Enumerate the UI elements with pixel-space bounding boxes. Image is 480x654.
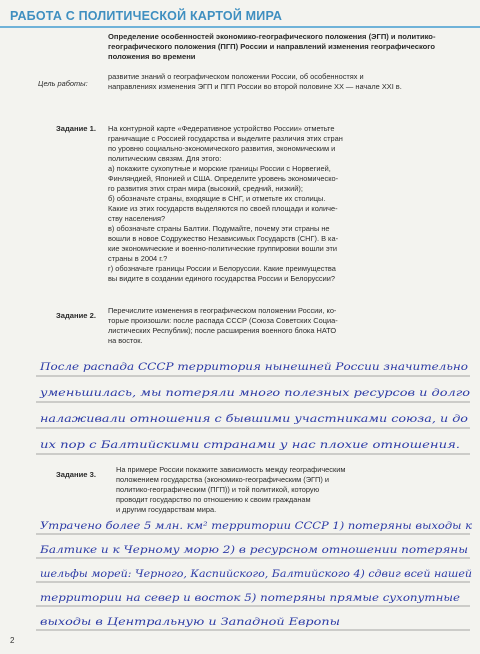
purpose-text: развитие знаний о географическом положении России, об особенностях и направлениях изменения ЭГП и ПГП России во второй половине XX — начале XXI в. — [108, 72, 402, 91]
task3-line: положением государства (экономико-географическим (ЭГП) и — [116, 475, 329, 484]
task3-line: политико-географическим (ПГП)) и той политикой, которую — [116, 485, 320, 494]
task2-line: Перечислите изменения в географическом положении России, ко- — [108, 306, 337, 315]
task3-answer-line: Утрачено более 5 млн. км² территории СССР 1) потеряны выходы к — [40, 520, 473, 532]
task3-answer-line: территории на север и восток 5) потеряны прямые сухопутные — [40, 592, 460, 604]
task3-line: На примере России покажите зависимость между географическим — [116, 465, 346, 474]
task3-line: проводит государство по отношению к своим гражданам — [116, 495, 311, 504]
task1-line: политическим связям. Для этого: — [108, 154, 222, 163]
page-number: 2 — [10, 636, 15, 645]
task2-line: листических Республик); после расширения военного блока НАТО — [108, 326, 337, 335]
task1-line: Какие из этих государств выделяются по своей площади и количе- — [108, 204, 338, 213]
task3-line: и другим государствам мира. — [116, 505, 217, 514]
task1-line: б) обозначьте страны, входящие в СНГ, и отметьте их столицы. — [108, 194, 326, 203]
task1-line: ству населения? — [108, 214, 166, 223]
task1-line: кие экономические и военно-политические группировки вошли эти — [108, 244, 337, 253]
header-title: РАБОТА С ПОЛИТИЧЕСКОЙ КАРТОЙ МИРА — [10, 9, 283, 23]
task1-line: Финляндией, Японией и США. Определите уровень экономическо- — [108, 174, 339, 183]
task2-line: на восток. — [108, 336, 143, 345]
section-title: Определение особенностей экономико-географического положения (ЭГП) и политико-географического положения (ПГП) России и направлений изменения географического положения во времени — [108, 32, 436, 61]
task3-answer-line: шельфы морей: Черного, Каспийского, Балтийского 4) сдвиг всей нашей — [40, 568, 473, 580]
task1-line: по уровню социально-экономического развития, экономическим и — [108, 144, 336, 153]
task1-line: вошли в новое Содружество Независимых Государств (СНГ). В ка- — [108, 234, 339, 243]
purpose-label: Цель работы: — [38, 79, 88, 88]
task3-answer-line: Балтике и к Черному морю 2) в ресурсном отношении потеряны — [38, 544, 469, 556]
task2-line: торые произошли: после распада СССР (Союза Советских Социа- — [108, 316, 338, 325]
task1-line: г) обозначьте границы России и Белоруссии. Какие преимущества — [108, 264, 336, 273]
task1-line: в) обозначьте страны Балтии. Подумайте, почему эти страны не — [108, 224, 330, 233]
task2-label: Задание 2. — [56, 311, 96, 320]
task2-answer-line: После распада СССР территория нынешней России значительно — [38, 361, 469, 373]
task3-label: Задание 3. — [56, 470, 96, 479]
task1-label: Задание 1. — [56, 124, 96, 133]
task2-answer-line: их пор с Балтийскими странами у нас плохие отношения. — [40, 439, 460, 451]
task2-answer — [39, 361, 470, 451]
task1-line: На контурной карте «Федеративное устройство России» отметьте — [108, 124, 335, 133]
task2-answer-line: уменьшилась, мы потеряли много полезных ресурсов и долго — [38, 387, 470, 399]
task1-line: го развития этих стран мира (высокий, средний, низкий); — [108, 184, 303, 193]
task1-line: страны в 2004 г.? — [108, 254, 168, 263]
task1-line: граничащие с Россией государства и выделите различия этих стран — [108, 134, 343, 143]
task3-answer — [39, 520, 473, 628]
task2-answer-line: налаживали отношения с бывшими участниками союза, и до — [40, 413, 468, 425]
task3-answer-line: выходы в Центральную и Западной Европы — [40, 616, 340, 628]
task1-line: а) покажите сухопутные и морские границы России с Норвегией, — [108, 164, 331, 173]
task1-line: вы видите в создании единого государства России и Белоруссии? — [108, 274, 335, 283]
